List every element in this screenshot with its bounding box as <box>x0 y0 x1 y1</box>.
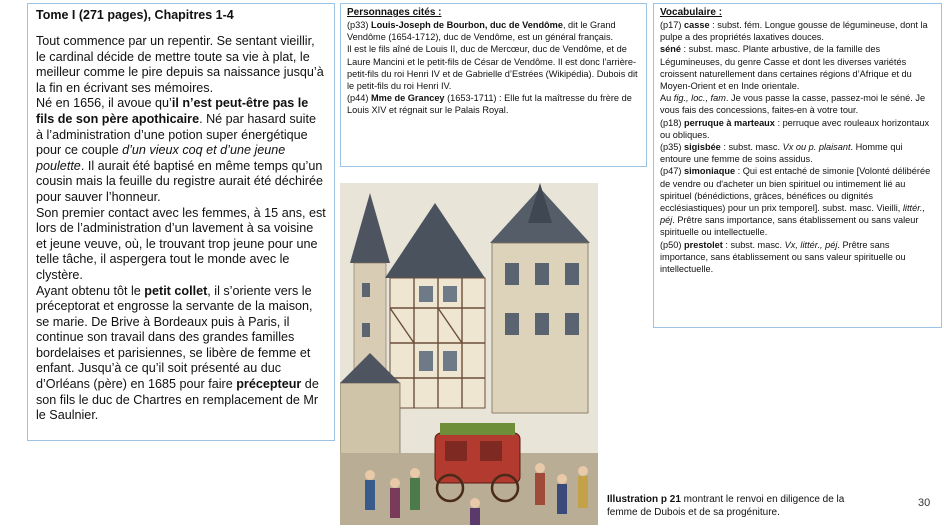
character-desc: (1653-1711) : Elle fut la maîtresse du frère de Louis XIV et régnait sur le Palais Royal. <box>347 93 632 116</box>
vocab-entry <box>660 43 935 92</box>
text-run: . Il aurait été baptisé en même temps qu’un cousin mais la feuille du registre aurait été déchirée pour sauver l’honneur. <box>36 158 324 204</box>
vocab-entry <box>660 165 935 238</box>
characters-panel <box>340 3 647 167</box>
vocab-example <box>660 92 935 116</box>
vocab-def: : perruque avec rouleaux horizontaux ou obliques. <box>660 117 930 140</box>
page-ref: (p33) <box>347 20 372 30</box>
vocab-def: : subst. masc. <box>722 239 785 250</box>
italic-run: d’un vieux coq et d’une jeune poulette <box>36 143 286 173</box>
summary-panel <box>27 3 335 441</box>
bold-run: précepteur <box>236 377 302 392</box>
page-ref: (p18) <box>660 117 685 128</box>
vocabulary-text <box>660 19 935 275</box>
caption-text: montrant le renvoi en diligence de la femme de Dubois et de sa progéniture. <box>607 494 845 518</box>
summary-title: Tome I (271 pages), Chapitres 1-4 <box>36 8 234 22</box>
page-number: 30 <box>918 497 931 509</box>
text-run: Ayant obtenu tôt le <box>36 283 145 298</box>
character-entry <box>347 92 640 116</box>
vocab-word: perruque à marteaux <box>684 117 775 128</box>
characters-title: Personnages cités : <box>347 7 442 18</box>
page-ref: (p44) <box>347 93 372 104</box>
page-ref: (p50) <box>660 239 685 250</box>
vocab-word: simoniaque <box>684 166 736 177</box>
vocab-entry <box>660 19 935 43</box>
page-ref: (p35) <box>660 142 685 153</box>
street-scene-illustration <box>340 183 598 525</box>
summary-text <box>36 34 326 424</box>
page-ref: (p17) <box>660 20 685 30</box>
text-run: Au <box>660 93 674 104</box>
vocab-word: casse <box>684 20 710 30</box>
character-name: Mme de Grancey <box>371 93 445 104</box>
page-ref: (p47) <box>660 166 685 177</box>
character-desc: , dit le Grand Vendôme (1654-1712), duc de Vendôme, est un général français. <box>347 20 616 43</box>
illustration-caption <box>607 493 857 519</box>
bold-run: petit collet <box>144 283 208 298</box>
character-entry <box>347 19 640 43</box>
vocab-def: : subst. masc. Plante arbustive, de la famille des Légumineuses, du genre Casse et dont les diverses variétés croissent naturellement dans certaines régions d’Afrique et du Moyen-Orient et en Inde orientale. <box>660 44 912 92</box>
characters-text <box>347 19 640 117</box>
vocab-word: prestolet <box>684 239 723 250</box>
summary-paragraph-3: Son premier contact avec les femmes, à 15 ans, est lors de l’administration d’un lavement à sa voisine et jeune veuve, où, le trouvant trop jeune pour une telle tâche, il aspergera tout le monde avec le clystère. <box>36 205 326 282</box>
bold-run: il n’est peut-être pas le fils de son père apothicaire <box>36 96 309 126</box>
vocab-def: : subst. fém. Longue gousse de légumineuse, dont la pulpe a des propriétés laxatives douces. <box>660 20 928 43</box>
vocab-entry <box>660 117 935 141</box>
text-run: Né en 1656, il avoue qu’ <box>36 96 172 111</box>
italic-run: Vx, littér., péj <box>784 239 838 250</box>
vocabulary-panel <box>653 3 942 328</box>
vocab-def: . Prêtre sans importance, sans établissement ou sans valeur spirituelle ou intellectuelle. <box>660 239 906 275</box>
text-run: . Né par hasard suite à l’administration d’une potion super énergétique pour ce couple <box>36 111 316 158</box>
vocab-def: . Homme qui entoure une femme de soins assidus. <box>660 142 903 165</box>
vocab-word: sigisbée <box>684 142 721 153</box>
vocab-entry <box>660 239 935 276</box>
summary-paragraph-2 <box>36 96 326 205</box>
vocab-entry <box>660 141 935 165</box>
vocabulary-title: Vocabulaire : <box>660 7 723 18</box>
caption-bold: Illustration p 21 <box>607 494 681 505</box>
italic-run: fig., loc., fam <box>673 93 726 104</box>
text-run: de son fils le duc de Chartres en remplacement de Mr le Saulnier. <box>36 377 319 423</box>
text-run: . Je vous passe la casse, passez-moi le séné. Je vous fais des concessions, faites-en à votre tour. <box>660 93 926 116</box>
summary-paragraph-1: Tout commence par un repentir. Se sentant vieillir, le cardinal décide de mettre toute sa vie à plat, le meilleur comme le pire depuis sa naissance jusqu’à la fin en écrivant ses mémoires. <box>36 34 324 95</box>
vocab-def: : Qui est entaché de simonie [Volonté délibérée de vendre ou d'acheter un bien spirituel ou intimement lié au spirituel (bénédictions, grâces, bénéfices ou dignités ecclésiastiques) pour un prix temporel]. subst. masc. Vieilli, <box>660 166 931 214</box>
vocab-def: : subst. masc. <box>720 142 783 153</box>
vocab-def: . Prêtre sans importance, sans établissement ou sans valeur spirituelle ou intellectuelle. <box>660 215 919 238</box>
summary-paragraph-4 <box>36 284 326 424</box>
italic-run: Vx ou p. plaisant <box>782 142 851 153</box>
italic-run: littér., péj <box>660 203 926 226</box>
character-name: Louis-Joseph de Bourbon, duc de Vendôme <box>371 20 563 30</box>
text-run: , il s’oriente vers le préceptorat et engrosse la servante de la maison, se marie. De Brive à Bordeaux puis à Paris, il continue son travail dans des grandes familles bordelaises et parisiennes, se libère de femme et enfant. Jusqu’à ce qu’il soit présenté au duc d’Orléans (père) en 1685 pour faire <box>36 283 313 392</box>
character-entry-detail: Il est le fils aîné de Louis II, duc de Mercœur, duc de Vendôme, et de Laure Mancini et le petit-fils de César de Vendôme. Il est donc l’arrière-petit-fils du roi Henri IV et de Gabrielle d’Estrées (Wikipédia). Dubois dit le petit-fils du roi Henri IV. <box>347 44 638 92</box>
vocab-word: séné <box>660 44 681 55</box>
